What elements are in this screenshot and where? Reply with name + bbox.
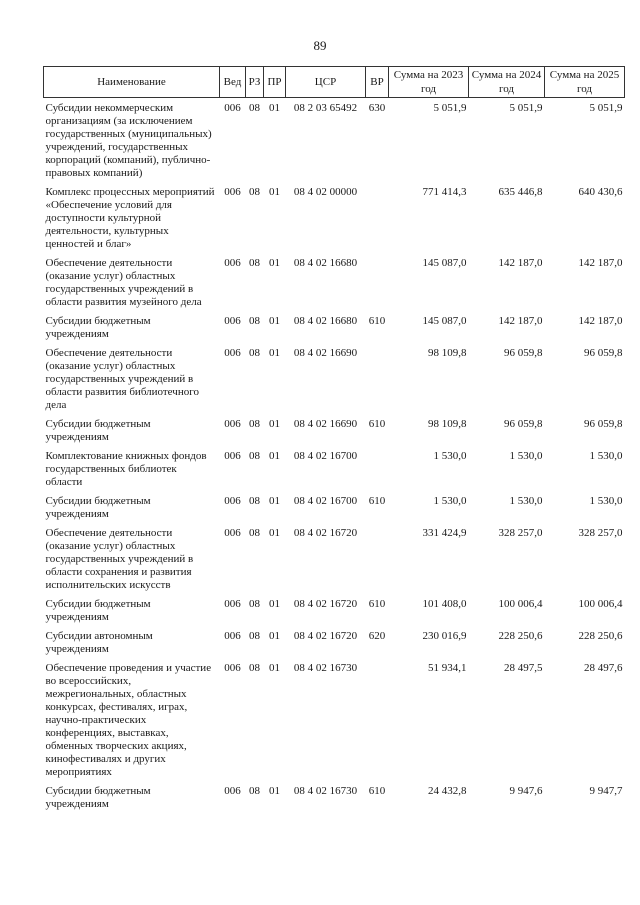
row-pr: 01	[269, 418, 280, 430]
row-rz: 08	[249, 630, 260, 642]
row-rz: 08	[249, 527, 260, 539]
row-rz: 08	[249, 315, 260, 327]
row-sum-2025: 228 250,6	[578, 630, 623, 642]
row-rz: 08	[249, 598, 260, 610]
header-sum-2025: Сумма на 2025 год	[545, 67, 625, 98]
row-sum-2025: 328 257,0	[578, 527, 623, 539]
header-ved: Вед	[220, 67, 246, 98]
row-vr	[366, 662, 389, 785]
row-sum-2025: 96 059,8	[584, 347, 623, 359]
row-rz: 08	[249, 418, 260, 430]
row-sum-2024: 1 530,0	[509, 450, 543, 462]
row-pr: 01	[269, 102, 280, 114]
page-number: 89	[313, 38, 327, 53]
row-csr: 08 4 02 16700	[293, 450, 358, 462]
table-row	[44, 98, 625, 187]
table-row	[44, 450, 625, 495]
row-pr: 01	[269, 527, 280, 539]
row-name: Обеспечение деятельности (оказание услуг) областных государственных учреждений в области развития библиотечного дела	[45, 347, 199, 411]
row-vr	[366, 527, 389, 598]
header-sum-2024: Сумма на 2024 год	[469, 67, 545, 98]
row-pr: 01	[269, 495, 280, 507]
row-vr: 610	[368, 315, 386, 327]
row-vr: 610	[368, 495, 386, 507]
row-vr: 610	[368, 598, 386, 610]
row-ved: 006	[224, 418, 241, 430]
row-vr: 620	[368, 630, 386, 642]
row-sum-2024: 142 187,0	[498, 257, 543, 269]
row-sum-2023: 98 109,8	[428, 418, 467, 430]
row-rz: 08	[249, 257, 260, 269]
header-csr: ЦСР	[286, 67, 366, 98]
row-csr: 08 4 02 16720	[293, 630, 358, 642]
row-sum-2023: 331 424,9	[422, 527, 467, 539]
row-pr: 01	[269, 450, 280, 462]
row-pr: 01	[269, 598, 280, 610]
row-sum-2023: 51 934,1	[428, 662, 467, 674]
row-name: Субсидии бюджетным учреждениям	[45, 418, 151, 443]
row-sum-2024: 9 947,6	[509, 785, 543, 797]
header-sum-2023: Сумма на 2023 год	[389, 67, 469, 98]
row-sum-2025: 96 059,8	[584, 418, 623, 430]
row-vr: 630	[368, 102, 386, 114]
row-sum-2024: 96 059,8	[504, 418, 543, 430]
row-pr: 01	[269, 630, 280, 642]
row-sum-2023: 230 016,9	[422, 630, 467, 642]
row-rz: 08	[249, 495, 260, 507]
table-header-row	[44, 67, 625, 98]
row-ved: 006	[224, 662, 241, 674]
budget-table	[43, 66, 625, 817]
row-vr	[366, 186, 389, 257]
row-name: Обеспечение деятельности (оказание услуг) областных государственных учреждений в области сохранения и развития исполнительских искусств	[45, 527, 194, 591]
row-sum-2024: 28 497,5	[504, 662, 543, 674]
row-ved: 006	[224, 598, 241, 610]
row-rz: 08	[249, 785, 260, 797]
row-rz: 08	[249, 450, 260, 462]
row-name: Субсидии бюджетным учреждениям	[45, 315, 151, 340]
row-sum-2024: 228 250,6	[498, 630, 543, 642]
row-ved: 006	[224, 630, 241, 642]
row-pr: 01	[269, 257, 280, 269]
row-pr: 01	[269, 186, 280, 198]
row-sum-2023: 771 414,3	[422, 186, 467, 198]
table-row	[44, 186, 625, 257]
table-row	[44, 662, 625, 785]
row-name: Субсидии бюджетным учреждениям	[45, 785, 151, 810]
row-csr: 08 4 02 16690	[293, 347, 358, 359]
header-pr: ПР	[264, 67, 286, 98]
header-vr: ВР	[366, 67, 389, 98]
row-sum-2023: 145 087,0	[422, 257, 467, 269]
row-sum-2025: 28 497,6	[584, 662, 623, 674]
row-pr: 01	[269, 662, 280, 674]
table-body	[44, 98, 625, 818]
row-ved: 006	[224, 257, 241, 269]
row-csr: 08 2 03 65492	[293, 102, 358, 114]
row-sum-2025: 9 947,7	[589, 785, 623, 797]
row-vr: 610	[368, 785, 386, 797]
row-ved: 006	[224, 347, 241, 359]
row-sum-2025: 5 051,9	[589, 102, 623, 114]
row-sum-2023: 1 530,0	[433, 495, 467, 507]
row-ved: 006	[224, 527, 241, 539]
row-sum-2025: 142 187,0	[578, 257, 623, 269]
row-name: Комплекс процессных мероприятий «Обеспечение условий для доступности культурной деятельности, культурных ценностей и благ»	[45, 186, 215, 250]
row-ved: 006	[224, 186, 241, 198]
row-csr: 08 4 02 16680	[293, 257, 358, 269]
row-vr	[366, 450, 389, 495]
row-ved: 006	[224, 102, 241, 114]
table-row	[44, 495, 625, 527]
row-rz: 08	[249, 347, 260, 359]
table-row	[44, 785, 625, 817]
row-pr: 01	[269, 347, 280, 359]
row-sum-2025: 1 530,0	[589, 495, 623, 507]
row-ved: 006	[224, 785, 241, 797]
row-sum-2023: 5 051,9	[433, 102, 467, 114]
header-rz: РЗ	[246, 67, 264, 98]
table-row	[44, 315, 625, 347]
row-sum-2024: 96 059,8	[504, 347, 543, 359]
row-name: Субсидии бюджетным учреждениям	[45, 495, 151, 520]
row-sum-2024: 328 257,0	[498, 527, 543, 539]
table-row	[44, 418, 625, 450]
row-csr: 08 4 02 16680	[293, 315, 358, 327]
row-sum-2023: 145 087,0	[422, 315, 467, 327]
row-rz: 08	[249, 186, 260, 198]
row-name: Комплектование книжных фондов государственных библиотек области	[45, 450, 207, 488]
row-rz: 08	[249, 102, 260, 114]
row-vr	[366, 347, 389, 418]
row-sum-2023: 98 109,8	[428, 347, 467, 359]
row-sum-2023: 1 530,0	[433, 450, 467, 462]
row-name: Обеспечение деятельности (оказание услуг) областных государственных учреждений в области развития музейного дела	[45, 257, 202, 308]
row-csr: 08 4 02 16690	[293, 418, 358, 430]
table-row	[44, 347, 625, 418]
row-csr: 08 4 02 16720	[293, 598, 358, 610]
row-sum-2024: 635 446,8	[498, 186, 543, 198]
row-sum-2024: 5 051,9	[509, 102, 543, 114]
row-sum-2025: 142 187,0	[578, 315, 623, 327]
row-name: Субсидии бюджетным учреждениям	[45, 598, 151, 623]
row-ved: 006	[224, 450, 241, 462]
row-name: Обеспечение проведения и участие во всероссийских, межрегиональных, областных конкурсах, фестивалях, играх, научно-практических конференциях, выставках, обменных творческих акциях, кинофестивалях и других мероприятиях	[45, 662, 212, 778]
table-row	[44, 630, 625, 662]
row-csr: 08 4 02 16720	[293, 527, 358, 539]
row-sum-2024: 142 187,0	[498, 315, 543, 327]
table-row	[44, 257, 625, 315]
row-pr: 01	[269, 785, 280, 797]
row-ved: 006	[224, 315, 241, 327]
row-sum-2025: 1 530,0	[589, 450, 623, 462]
table-row	[44, 527, 625, 598]
row-sum-2024: 100 006,4	[498, 598, 543, 610]
row-name: Субсидии некоммерческим организациям (за исключением государственных (муниципальных) учреждений, государственных корпораций (компаний), публично-правовых компаний)	[45, 102, 212, 179]
row-ved: 006	[224, 495, 241, 507]
row-name: Субсидии автономным учреждениям	[45, 630, 153, 655]
row-sum-2025: 100 006,4	[578, 598, 623, 610]
row-csr: 08 4 02 16730	[293, 662, 358, 674]
table-row	[44, 598, 625, 630]
row-vr	[366, 257, 389, 315]
row-vr: 610	[368, 418, 386, 430]
row-sum-2023: 101 408,0	[422, 598, 467, 610]
row-csr: 08 4 02 00000	[293, 186, 358, 198]
header-name: Наименование	[44, 67, 220, 98]
row-sum-2024: 1 530,0	[509, 495, 543, 507]
row-sum-2025: 640 430,6	[578, 186, 623, 198]
row-pr: 01	[269, 315, 280, 327]
row-csr: 08 4 02 16730	[293, 785, 358, 797]
row-rz: 08	[249, 662, 260, 674]
row-sum-2023: 24 432,8	[428, 785, 467, 797]
row-csr: 08 4 02 16700	[293, 495, 358, 507]
